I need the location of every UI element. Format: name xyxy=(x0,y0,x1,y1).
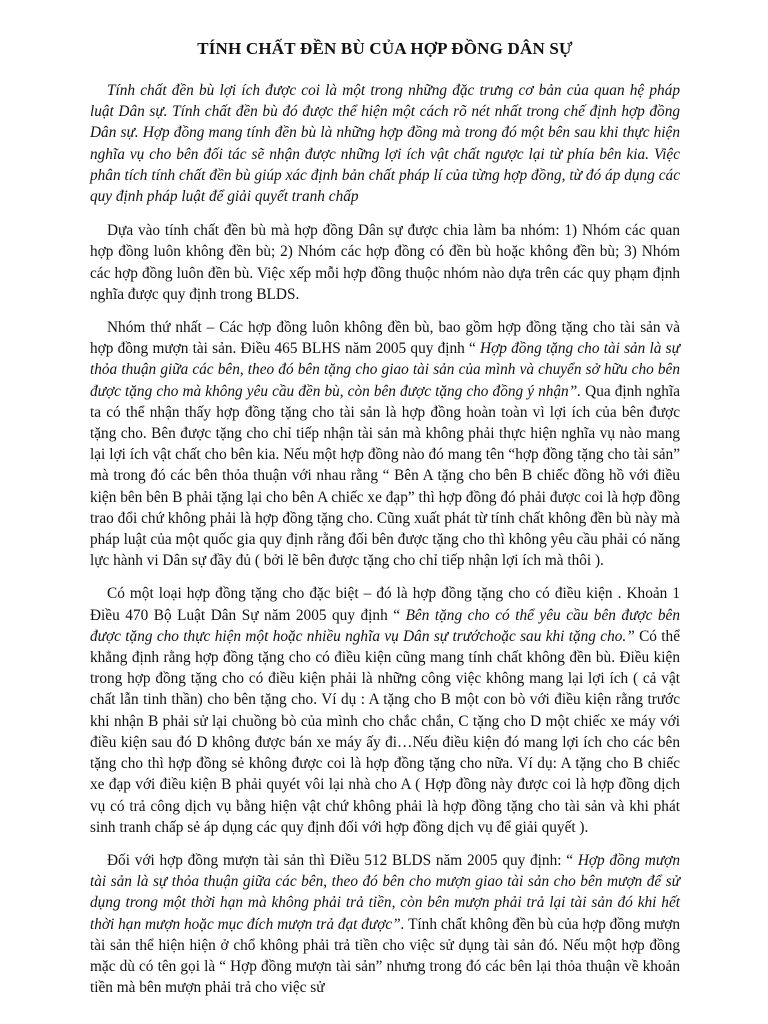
paragraph-loan xyxy=(90,850,680,998)
paragraph-text: Tính chất không đền bù của hợp đồng mượn tài sản thể hiện hiện ở chổ không phải trả tiền cho việc sử dụng tài sản đó. Nếu một hợp đồng mặc dù có tên gọi là “ Hợp đồng mượn tài sản” nhưng trong đó các bên lại thỏa thuận về khoản tiền mà bên mượn phải trả cho việc sử xyxy=(90,915,680,997)
paragraph-text: Nhóm thứ nhất – Các hợp đồng luôn không đền bù, bao gồm hợp đồng tặng cho tài sản và hợp đồng mượn tài sản. Điều 465 BLHS năm 2005 quy định “ xyxy=(90,319,680,358)
quoted-definition-gift: Hợp đồng tặng cho tài sản là sự thỏa thuận giữa các bên, theo đó bên tặng cho giao tài sản của mình và chuyển sở hữu cho bên được tặng cho mà không yêu cầu đền bù, còn bên được tặng cho đồng ý nhận”. xyxy=(90,340,680,400)
paragraph-conditional-gift xyxy=(90,583,680,837)
quoted-definition-loan: Hợp đồng mượn tài sản là sự thỏa thuận giữa các bên, theo đó bên cho mượn giao tài sản cho bên mượn để sử dụng trong một thời hạn mà không phải trả tiền, còn bên mượn phải trả lại tài sản đó khi hết thời hạn mượn hoặc mục đích mượn trả đạt được”. xyxy=(90,851,680,933)
paragraph-text: Qua định nghĩa ta có thể nhận thấy hợp đồng tặng cho tài sản là hợp đồng hoàn toàn vì lợi ích của bên được tặng cho. Bên được tặng cho chỉ tiếp nhận tài sản mà không phải thực hiện nghĩa vụ nào mang lại lợi ích vật chất cho bên kia. Nếu một hợp đồng nào đó mang tên “hợp đồng tặng cho tài sản” mà trong đó các bên thỏa thuận với nhau rằng “ Bên A tặng cho bên B chiếc đồng hồ với điều kiện bên bên B phải tặng lại cho bên A chiếc xe đạp” thì hợp đồng đó phải được coi là hợp đồng trao đổi chứ không phải là hợp đồng tặng cho. Cũng xuất phát từ tính chất không đền bù này mà pháp luật của một quốc gia quy định rằng đối bên được tặng cho thì không yêu cầu phải có năng lực hành vi Dân sự đầy đủ ( bởi lẽ bên được tặng cho chỉ tiếp nhận lợi ích mà thôi ). xyxy=(90,382,680,570)
paragraph-text: Có thể khẳng định rằng hợp đồng tặng cho có điều kiện cũng mang tính chất không đền bù. Điều kiện trong hợp đồng tặng cho có điều kiện phải là những công việc không mang lại lợi ích ( cả vật chất lẫn tinh thần) cho bên tặng cho. Ví dụ : A tặng cho B một con bò với điều kiện rằng trước khi nhận B phải sử lại chuồng bò của mình cho chắc chắn, C tặng cho D một chiếc xe máy với điều kiện sau đó D không được bán xe máy ấy đi…Nếu điều kiện đó mang lợi ích cho các bên tặng cho thì hợp đồng sẻ không được coi là hợp đồng tặng cho nữa. Ví dụ: A tặng cho B chiếc xe đạp với điều kiện B phải quyét vôi lại nhà cho A ( Hợp đồng này được coi là hợp đồng dịch vụ có trả công dịch vụ bằng hiện vật chứ không phải là hợp đồng tặng cho tài sản và khi phát sinh tranh chấp sẻ áp dụng các quy định đối với hợp đồng dịch vụ để giải quyết ). xyxy=(90,627,680,836)
document-title: TÍNH CHẤT ĐỀN BÙ CỦA HỢP ĐỒNG DÂN SỰ xyxy=(197,39,573,58)
paragraph-group-one xyxy=(90,317,680,571)
abstract-paragraph: Tính chất đền bù lợi ích được coi là một trong những đặc trưng cơ bản của quan hệ pháp luật Dân sự. Tính chất đền bù đó được thể hiện một cách rõ nét nhất trong chế định hợp đồng Dân sự. Hợp đồng mang tính đền bù là những hợp đồng mà trong đó một bên sau khi thực hiện nghĩa vụ cho bên đối tác sẽ nhận được những lợi ích vật chất ngược lại từ phía bên kia. Việc phân tích tính chất đền bù giúp xác định bản chất pháp lí của từng hợp đồng, từ đó áp dụng các quy định pháp luật để giải quyết tranh chấp xyxy=(90,82,680,206)
paragraph-text: Có một loại hợp đồng tặng cho đặc biệt – đó là hợp đồng tặng cho có điều kiện . Khoản 1 Điều 470 Bộ Luật Dân Sự năm 2005 quy định “ xyxy=(90,585,680,624)
paragraph-text: Đối với hợp đồng mượn tài sản thì Điều 512 BLDS năm 2005 quy định: “ xyxy=(107,851,578,869)
quoted-definition-conditional: Bên tặng cho có thể yêu cầu bên được bên được tặng cho thực hiện một hoặc nhiều nghĩa vụ Dân sự trướchoặc sau khi tặng cho.” xyxy=(90,606,680,645)
paragraph-classification: Dựa vào tính chất đền bù mà hợp đồng Dân sự được chia làm ba nhóm: 1) Nhóm các quan hợp đồng luôn không đền bù; 2) Nhóm các hợp đồng có đền bù hoặc không đền bù; 3) Nhóm các hợp đồng luôn đền bù. Việc xếp mỗi hợp đồng thuộc nhóm nào dựa trên các quy phạm định nghĩa được quy định trong BLDS. xyxy=(90,222,680,303)
